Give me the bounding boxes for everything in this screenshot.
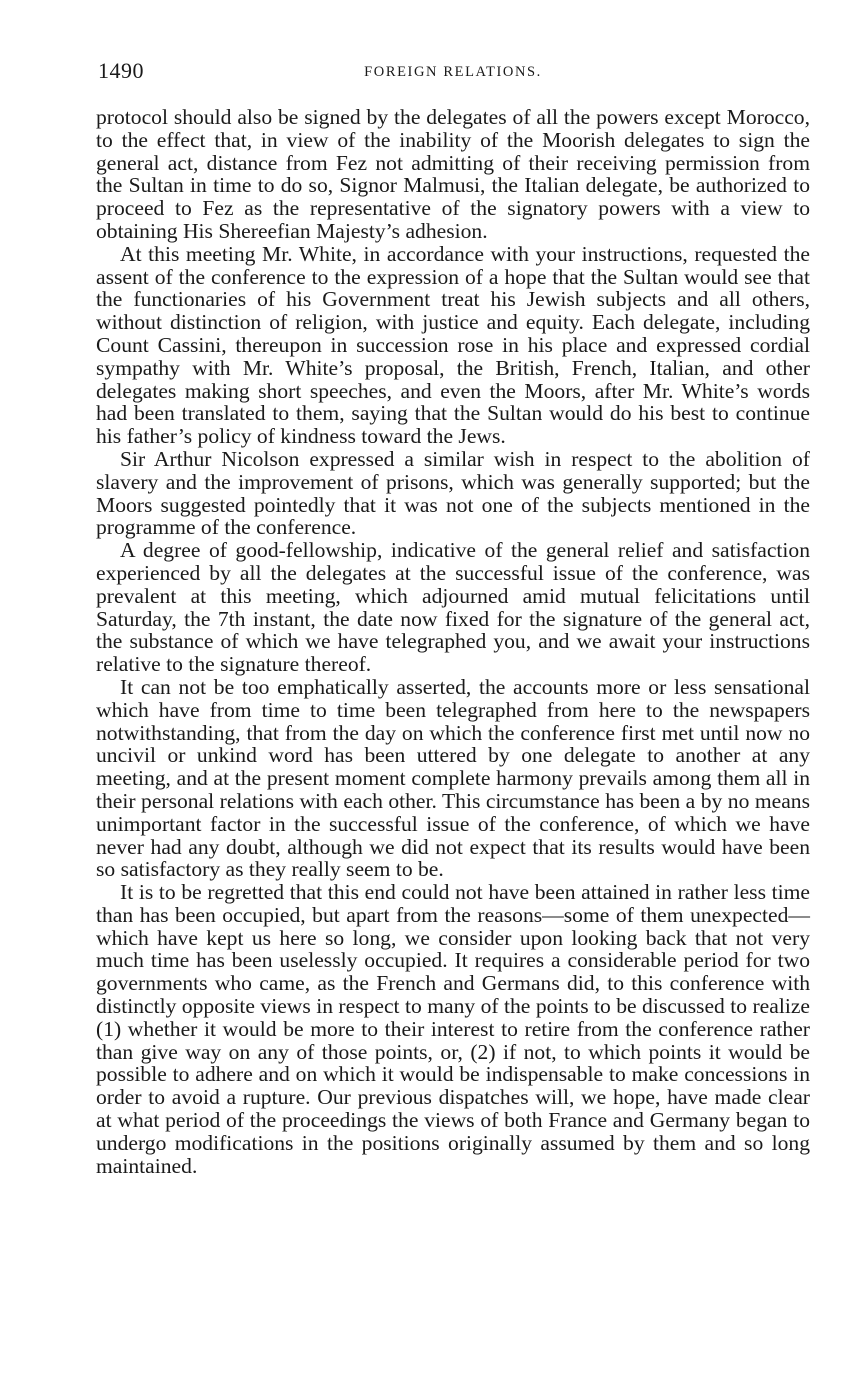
- paragraph: It can not be too emphatically asserted, the accounts more or less sensational which have from time to time been telegraphed from here to the newspapers notwithstanding, that from the day on which the conference first met until now no uncivil or unkind word has been uttered by one delegate to another at any meeting, and at the present moment complete harmony prevails among them all in their personal relations with each other. This circumstance has been a by no means unimportant factor in the successful issue of the conference, of which we have never had any doubt, although we did not expect that its results would have been so satisfactory as they really seem to be.: [96, 674, 810, 882]
- document-body: [96, 106, 810, 1177]
- page-header: [96, 58, 810, 88]
- running-title: FOREIGN RELATIONS.: [364, 64, 542, 80]
- page-number: 1490: [98, 58, 144, 83]
- paragraph: A degree of good-fellowship, indicative of the general relief and satisfaction experienced by all the delegates at the successful issue of the conference, was prevalent at this meeting, which adjourned amid mutual felicitations until Saturday, the 7th instant, the date now fixed for the signature of the general act, the substance of which we have telegraphed you, and we await your instructions relative to the signature thereof.: [96, 538, 810, 677]
- paragraph: At this meeting Mr. White, in accordance with your instructions, requested the assent of the conference to the expression of a hope that the Sultan would see that the functionaries of his Government treat his Jewish subjects and all others, without distinction of religion, with justice and equity. Each delegate, including Count Cassini, thereupon in succession rose in his place and expressed cordial sympathy with Mr. White’s proposal, the British, French, Italian, and other delegates making short speeches, and even the Moors, after Mr. White’s words had been translated to them, saying that the Sultan would do his best to continue his father’s policy of kindness toward the Jews.: [96, 241, 810, 449]
- paragraph-continuation: protocol should also be signed by the delegates of all the powers except Morocco, to the effect that, in view of the inability of the Moorish delegates to sign the general act, distance from Fez not admitting of their receiving permission from the Sultan in time to do so, Signor Malmusi, the Italian delegate, be authorized to proceed to Fez as the representative of the signatory powers with a view to obtaining His Shereefian Majesty’s adhesion.: [96, 105, 810, 243]
- paragraph: It is to be regretted that this end could not have been attained in rather less time than has been occupied, but apart from the reasons—some of them unexpected—which have kept us here so long, we consider upon looking back that not very much time has been uselessly occupied. It requires a considerable period for two governments who came, as the French and Germans did, to this conference with distinctly opposite views in respect to many of the points to be discussed to realize (1) whether it would be more to their interest to retire from the conference rather than give way on any of those points, or, (2) if not, to which points it would be possible to adhere and on which it would be indispensable to make concessions in order to avoid a rupture. Our previous dispatches will, we hope, have made clear at what period of the proceedings the views of both France and Germany began to undergo modifications in the positions originally assumed by them and so long maintained.: [96, 880, 810, 1178]
- document-page: [96, 58, 810, 1177]
- paragraph: Sir Arthur Nicolson expressed a similar wish in respect to the abolition of slavery and the improvement of prisons, which was generally supported; but the Moors suggested pointedly that it was not one of the subjects mentioned in the programme of the conference.: [96, 446, 810, 540]
